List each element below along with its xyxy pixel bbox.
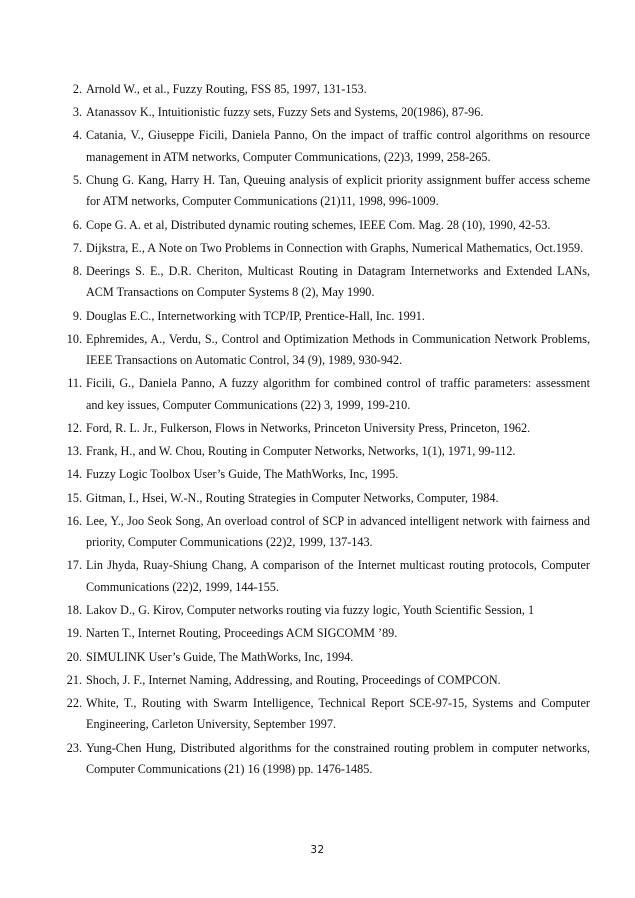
reference-number: 22. (66, 695, 82, 710)
reference-number: 20. (66, 649, 82, 664)
reference-item (60, 670, 590, 691)
reference-item (60, 464, 590, 485)
reference-number: 19. (66, 626, 82, 641)
reference-item (60, 215, 590, 236)
reference-item (60, 693, 590, 736)
reference-text: Lin Jhyda, Ruay-Shiung Chang, A comparison of the Internet multicast routing protocols, Computer Communications (22)2, 1999, 144-155. (86, 558, 590, 594)
reference-item (60, 373, 590, 416)
reference-text: Atanassov K., Intuitionistic fuzzy sets, Fuzzy Sets and Systems, 20(1986), 87-96. (86, 105, 484, 120)
reference-text: Gitman, I., Hsei, W.-N., Routing Strategies in Computer Networks, Computer, 1984. (86, 490, 499, 505)
reference-text: Ford, R. L. Jr., Fulkerson, Flows in Networks, Princeton University Press, Princeton, 1962. (86, 421, 531, 436)
reference-text: Cope G. A. et al, Distributed dynamic routing schemes, IEEE Com. Mag. 28 (10), 1990, 42-53. (86, 217, 551, 232)
reference-item (60, 600, 590, 621)
reference-text: Catania, V., Giuseppe Ficili, Daniela Panno, On the impact of traffic control algorithms on resource management in ATM networks, Computer Communications, (22)3, 1999, 258-265. (86, 128, 590, 164)
page-number: 32 (310, 844, 325, 856)
reference-text: Chung G. Kang, Harry H. Tan, Queuing analysis of explicit priority assignment buffer access scheme for ATM networks, Computer Communications (21)11, 1998, 996-1009. (86, 173, 590, 209)
reference-item (60, 418, 590, 439)
reference-item (60, 623, 590, 644)
reference-number: 2. (72, 82, 82, 96)
reference-item (60, 738, 590, 781)
reference-item (60, 329, 590, 372)
reference-text: Lakov D., G. Kirov, Computer networks routing via fuzzy logic, Youth Scientific Session, 1 (86, 603, 535, 618)
reference-text: Fuzzy Logic Toolbox User’s Guide, The MathWorks, Inc, 1995. (86, 467, 399, 482)
reference-item (60, 79, 590, 100)
reference-text: Lee, Y., Joo Seok Song, An overload control of SCP in advanced intelligent network with fairness and priority, Computer Communications (22)2, 1999, 137-143. (86, 513, 590, 550)
reference-text: Yung-Chen Hung, Distributed algorithms for the constrained routing problem in computer networks, Computer Communications (21) 16 (1998) pp. 1476-1485. (86, 740, 590, 776)
reference-text-main: Narten T., Internet Routing, Proceedings ACM SIGCOMM ’89. (86, 626, 398, 641)
reference-number: 6. (72, 217, 82, 232)
reference-list (60, 79, 590, 782)
reference-text: Ficili, G., Daniela Panno, A fuzzy algorithm for combined control of traffic parameters: assessment and key issues, Computer Communications (22) 3, 1999, 199-210. (86, 376, 590, 412)
reference-item (60, 511, 590, 554)
reference-item (60, 306, 590, 327)
reference-number: 11. (67, 376, 82, 391)
reference-number: 4. (72, 128, 82, 143)
reference-number: 7. (72, 240, 82, 255)
reference-item (60, 488, 590, 509)
reference-item (60, 647, 590, 668)
reference-number: 8. (72, 264, 82, 279)
reference-number: 3. (72, 105, 82, 120)
reference-number: 16. (66, 513, 82, 528)
reference-number: 14. (66, 467, 82, 482)
reference-text: Frank, H., and W. Chou, Routing in Computer Networks, Networks, 1(1), 1971, 99-112. (86, 444, 516, 459)
reference-number: 15. (66, 490, 82, 505)
reference-number: 10. (66, 331, 82, 346)
reference-text: Ephremides, A., Verdu, S., Control and Optimization Methods in Communication Network Problems, IEEE Transactions on Automatic Control, 34 (9), 1989, 930-942. (86, 331, 590, 368)
reference-number: 18. (66, 603, 82, 618)
reference-text: Dijkstra, E., A Note on Two Problems in Connection with Graphs, Numerical Mathematics, Oct.1959. (86, 240, 584, 255)
reference-number: 23. (66, 740, 82, 755)
reference-number: 12. (66, 421, 82, 436)
reference-item (60, 441, 590, 462)
reference-text: Douglas E.C., Internetworking with TCP/IP, Prentice-Hall, Inc. 1991. (86, 308, 425, 323)
reference-number: 5. (72, 173, 82, 188)
reference-text: Arnold W., et al., Fuzzy Routing, FSS 85, 1997, 131-153. (86, 82, 367, 96)
reference-text: White, T., Routing with Swarm Intelligence, Technical Report SCE-97-15, Systems and Computer Engineering, Carleton University, September 1997. (86, 695, 590, 732)
reference-item (60, 125, 590, 168)
reference-text: Shoch, J. F., Internet Naming, Addressing, and Routing, Proceedings of COMPCON. (86, 672, 501, 687)
reference-number: 17. (66, 558, 82, 573)
reference-item (60, 170, 590, 213)
reference-text: Deerings S. E., D.R. Cheriton, Multicast Routing in Datagram Internetworks and Extended LANs, ACM Transactions on Computer Systems 8 (2), May 1990. (86, 264, 590, 300)
reference-number: 9. (72, 308, 82, 323)
reference-number: 13. (66, 444, 82, 459)
reference-text (86, 626, 397, 640)
reference-item (60, 102, 590, 123)
reference-item (60, 238, 590, 259)
reference-item (60, 261, 590, 304)
reference-number: 21. (66, 672, 82, 687)
reference-item (60, 555, 590, 598)
reference-text: SIMULINK User’s Guide, The MathWorks, Inc, 1994. (86, 649, 354, 664)
